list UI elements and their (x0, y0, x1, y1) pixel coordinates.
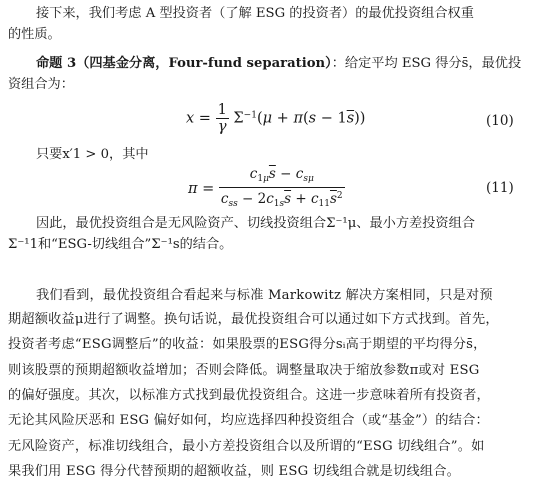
condition-line: 只要x′1 > 0，其中 (36, 147, 149, 162)
para2-line-5: 的偏好强度。其次，以标准方式找到最优投资组合。这进一步意味着所有投资者， (8, 388, 490, 403)
equation-11: π = $\frac{c_{1\mu}\overline{s} - c_{s\mu}}{c_{ss} - 2c_{1s}\overline{s} + c_{11}\overline{s}^2}$ (188, 166, 343, 209)
para2-line-7: 无风险资产，标准切线组合，最小方差投资组合以及所谓的“ESG 切线组合”。如 (8, 439, 485, 454)
equation-10: x = $\frac{1}{\gamma}$ $\Sigma^{-1}(\mu + \pi(s - 1\overline{s}))$ (186, 102, 366, 135)
intro-line-2: 的性质。 (8, 27, 61, 42)
para2-line-4: 则该股票的预期超额收益增加；否则会降低。调整量取决于缩放参数π或对 ESG (8, 363, 480, 378)
conclusion-line-2: Σ⁻¹1和“ESG-切线组合”Σ⁻¹s的结合。 (8, 237, 233, 252)
equation-11-number: (11) (486, 180, 514, 196)
para2-line-6: 无论其风险厌恶和 ESG 偏好如何，均应选择四种投资组合（或“基金”）的结合： (8, 413, 489, 428)
para2-line-2: 期超额收益μ进行了调整。换句话说，最优投资组合可以通过如下方式找到。首先， (8, 312, 499, 327)
para2-line-3: 投资者考虑“ESG调整后”的收益：如果股票的ESG得分sᵢ高于期望的平均得分s̄， (8, 337, 487, 352)
proposition-text-1: ：给定平均 ESG 得分s̄，最优投 (331, 56, 522, 71)
para2-line-1: 我们看到，最优投资组合看起来与标准 Markowitz 解决方案相同，只是对预 (36, 288, 493, 303)
proposition-line-1 (36, 55, 521, 73)
proposition-label: 命题 3（四基金分离，Four-fund separation） (36, 56, 332, 71)
para2-line-8: 果我们用 ESG 得分代替预期的超额收益，则 ESG 切线组合就是切线组合。 (8, 464, 461, 479)
equation-10-number: (10) (486, 113, 514, 129)
conclusion-line-1: 因此，最优投资组合是无风险资产、切线投资组合Σ⁻¹μ、最小方差投资组合 (36, 216, 475, 231)
intro-line-1: 接下来，我们考虑 A 型投资者（了解 ESG 的投资者）的最优投资组合权重 (36, 6, 474, 21)
proposition-line-2: 资组合为： (8, 77, 74, 92)
